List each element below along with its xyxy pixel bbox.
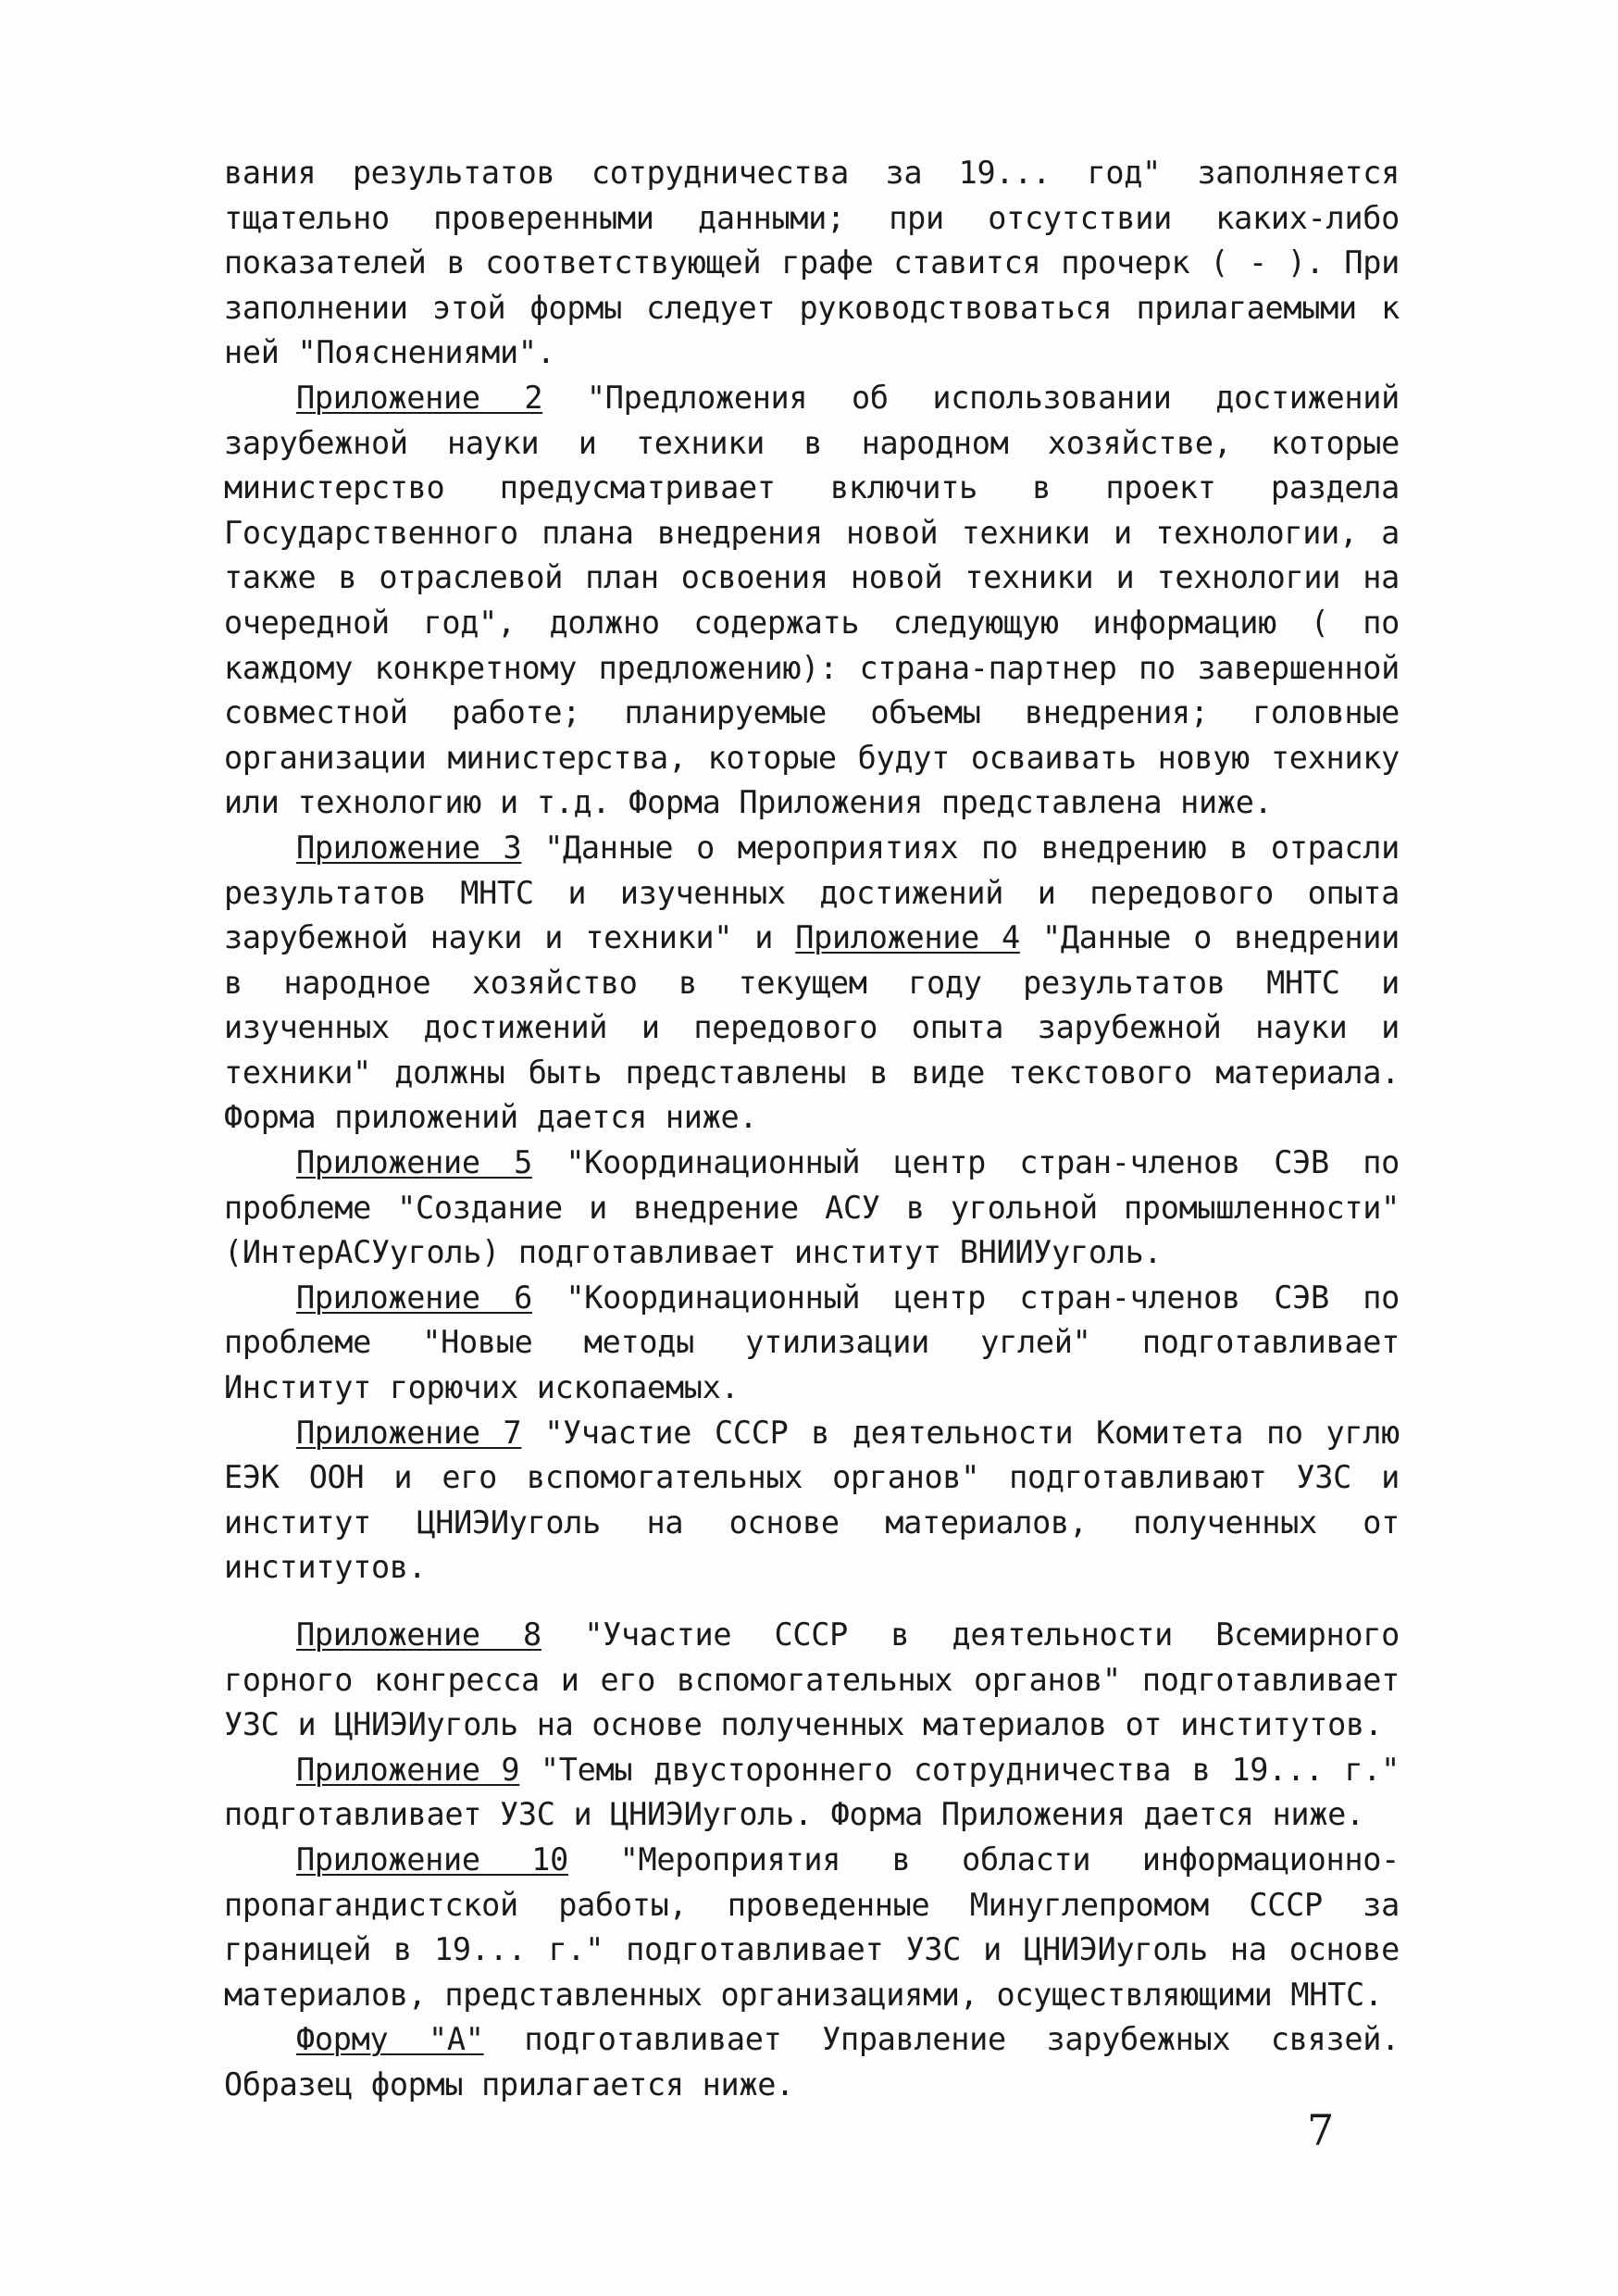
appendix-reference: Приложение 4 (795, 919, 1020, 956)
form-reference: Форму "А" (296, 2021, 484, 2058)
paragraph-continuation (224, 151, 1400, 376)
page-number: 7 (1307, 2105, 1335, 2155)
paragraph-appendix-5 (224, 1141, 1400, 1276)
paragraph-appendix-8 (224, 1613, 1400, 1748)
appendix-reference: Приложение 2 (296, 379, 543, 416)
body-text (224, 151, 1400, 2108)
paragraph-text: вания результатов сотрудничества за 19... год" заполняется тщательно проверенными данными; при отсутствии каких-либо показателей в соответствующей графе ставится прочерк ( - ). При заполнении этой формы следует руководствоваться прилагаемыми к ней "Пояснениями". (224, 155, 1400, 371)
appendix-reference: Приложение 9 (296, 1751, 520, 1788)
paragraph-appendix-6 (224, 1276, 1400, 1411)
appendix-reference: Приложение 3 (296, 829, 522, 866)
paragraph-text: "Участие СССР в деятельности Комитета по углю ЕЭК ООН и его вспомогательных органов" подготавливают УЗС и институт ЦНИЭИуголь на основе материалов, полученных от институтов. (224, 1414, 1400, 1586)
appendix-reference: Приложение 10 (296, 1841, 569, 1878)
paragraph-form-a (224, 2017, 1400, 2107)
paragraph-appendix-10 (224, 1838, 1400, 2017)
paragraph-text: "Координационный центр стран-членов СЭВ по проблеме "Новые методы утилизации углей" подготавливает Институт горючих ископаемых. (224, 1279, 1400, 1406)
paragraph-text: "Координационный центр стран-членов СЭВ по проблеме "Создание и внедрение АСУ в угольной промышленности" (ИнтерАСУуголь) подготавливает институт ВНИИУуголь. (224, 1144, 1400, 1271)
appendix-reference: Приложение 5 (296, 1144, 532, 1181)
paragraph-text: подготавливает Управление зарубежных связей. Образец формы прилагается ниже. (224, 2021, 1400, 2103)
paragraph-text: "Участие СССР в деятельности Всемирного горного конгресса и его вспомогательных органов" подготавливает УЗС и ЦНИЭИуголь на основе полученных материалов от институтов. (224, 1616, 1400, 1743)
paragraph-appendix-3-4 (224, 826, 1400, 1141)
paragraph-text: "Темы двустороннего сотрудничества в 19... г." подготавливает УЗС и ЦНИЭИуголь. Форма Приложения дается ниже. (224, 1751, 1400, 1833)
paragraph-appendix-7 (224, 1411, 1400, 1591)
paragraph-text: "Мероприятия в области информационно-пропагандистской работы, проведенные Минуглепромом СССР за границей в 19... г." подготавливает УЗС и ЦНИЭИуголь на основе материалов, представленных организациями, осуществляющими МНТС. (224, 1841, 1400, 2013)
appendix-reference: Приложение 7 (296, 1414, 522, 1451)
appendix-reference: Приложение 8 (296, 1616, 541, 1653)
paragraph-text: "Данные о внедрении в народное хозяйство в текущем году результатов МНТС и изученных достижений и передового опыта зарубежной науки и техники" должны быть представлены в виде текстового материала. Форма приложений дается ниже. (224, 919, 1400, 1136)
paragraph-appendix-9 (224, 1748, 1400, 1838)
appendix-reference: Приложение 6 (296, 1279, 532, 1316)
paragraph-text: "Данные о мероприятиях по внедрению в отрасли результатов МНТС и изученных достижений и передового опыта зарубежной науки и техники" и (224, 829, 1400, 956)
paragraph-text: "Предложения об использовании достижений зарубежной науки и техники в народном хозяйстве, которые министерство предусматривает включить в проект раздела Государственного плана внедрения новой техники и технологии, а также в отраслевой план освоения новой техники и технологии на очередной год", должно содержать следующую информацию ( по каждому конкретному предложению): страна-партнер по завершенной совместной работе; планируемые объемы внедрения; головные организации министерства, которые будут осваивать новую технику или технологию и т.д. Форма Приложения представлена ниже. (224, 379, 1400, 821)
paragraph-appendix-2 (224, 376, 1400, 826)
